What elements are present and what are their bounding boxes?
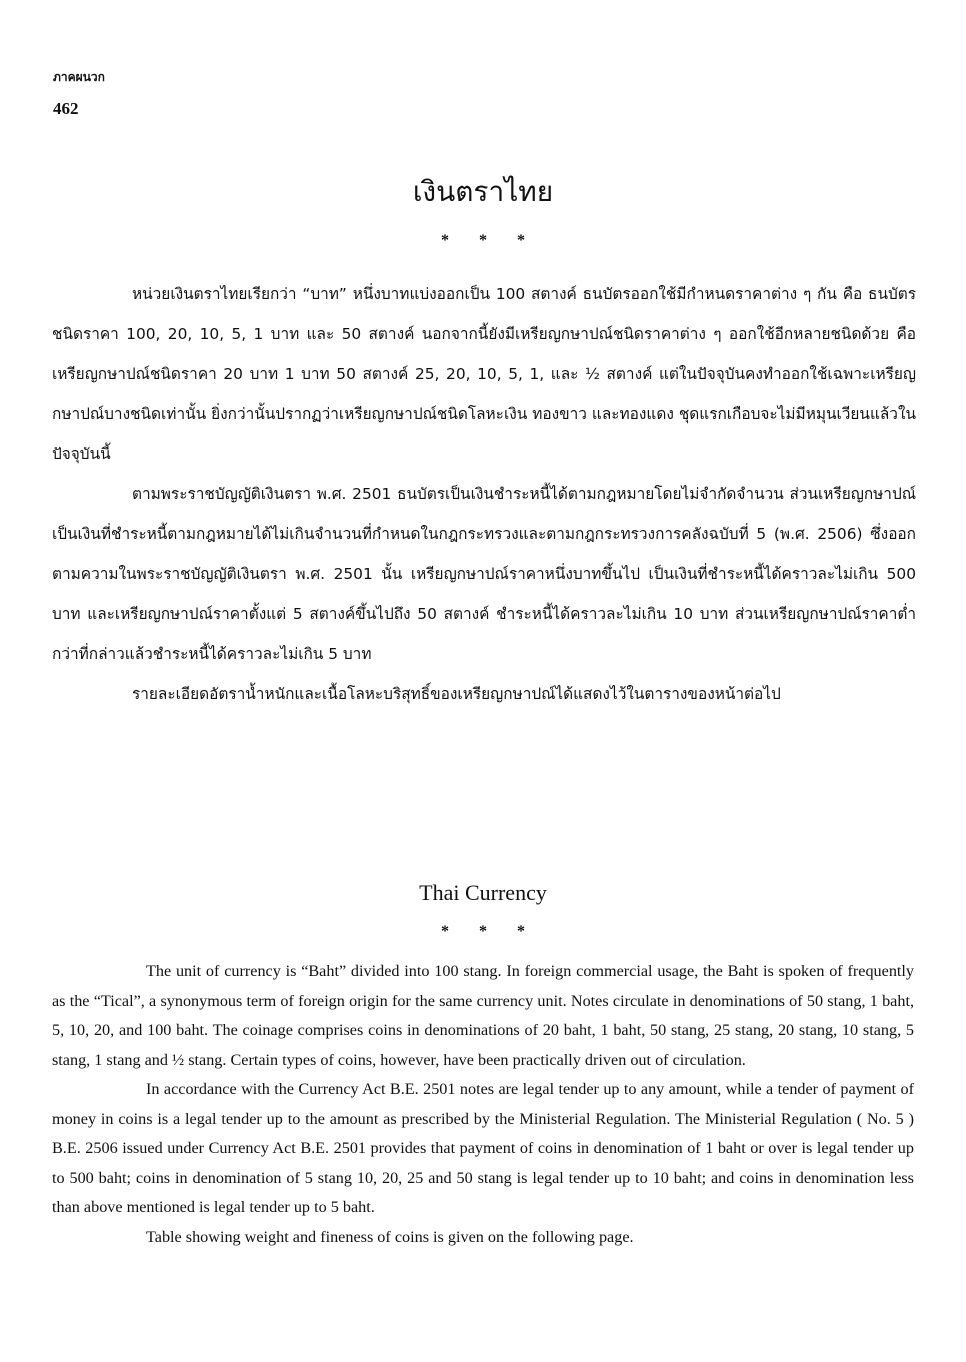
thai-title: เงินตราไทย — [412, 175, 554, 208]
english-paragraph: The unit of currency is “Baht” divided into 100 stang. In foreign commercial usage, the Baht is spoken of frequently as the “Tical”, a synonymous term of foreign origin for the same currency unit. Notes circulate in denominations of 50 stang, 1 baht, 5, 10, 20, and 100 baht. The coinage comprises coins in denominations of 20 baht, 1 baht, 50 stang, 25 stang, 20 stang, 10 stang, 5 stang, 1 stang and ½ stang. Certain types of coins, however, have been practically driven out of circulation. — [52, 962, 914, 1069]
section-header: ภาคผนวก — [53, 70, 105, 84]
english-title: Thai Currency — [419, 880, 547, 905]
thai-paragraph: หน่วยเงินตราไทยเรียกว่า “บาท” หนึ่งบาทแบ่งออกเป็น 100 สตางค์ ธนบัตรออกใช้มีกำหนดราคาต่าง ๆ กัน คือ ธนบัตรชนิดราคา 100, 20, 10, 5, 1 บาท และ 50 สตางค์ นอกจากนี้ยังมีเหรียญกษาปณ์ชนิดราคาต่าง ๆ ออกใช้อีกหลายชนิดด้วย คือ เหรียญกษาปณ์ชนิดราคา 20 บาท 1 บาท 50 สตางค์ 25, 20, 10, 5, 1, และ ½ สตางค์ แต่ในปัจจุบันคงทำออกใช้เฉพาะเหรียญกษาปณ์บางชนิดเท่านั้น ยิ่งกว่านั้นปรากฏว่าเหรียญกษาปณ์ชนิดโลหะเงิน ทองขาว และทองแดง ชุดแรกเกือบจะไม่มีหมุนเวียนแล้วในปัจจุบันนี้ — [52, 285, 916, 463]
english-separator-stars: * * * — [441, 923, 525, 940]
thai-body — [52, 274, 916, 714]
thai-paragraph: รายละเอียดอัตราน้ำหนักและเนื้อโลหะบริสุทธิ์ของเหรียญกษาปณ์ได้แสดงไว้ในตารางของหน้าต่อไป — [132, 685, 781, 703]
page-number: 462 — [53, 99, 79, 118]
english-paragraph: In accordance with the Currency Act B.E. 2501 notes are legal tender up to any amount, while a tender of payment of money in coins is a legal tender up to the amount as prescribed by the Ministerial Regulation. The Ministerial Regulation ( No. 5 ) B.E. 2506 issued under Currency Act B.E. 2501 provides that payment of coins in denomination of 1 baht or over is legal tender up to 500 baht; coins in denomination of 5 stang 10, 20, 25 and 50 stang is legal tender up to 10 baht; and coins in denomination less than above mentioned is legal tender up to 5 baht. — [52, 1080, 914, 1216]
thai-separator-stars: * * * — [441, 232, 525, 249]
english-body — [52, 957, 914, 1252]
english-paragraph: Table showing weight and fineness of coins is given on the following page. — [146, 1227, 634, 1246]
thai-paragraph: ตามพระราชบัญญัติเงินตรา พ.ศ. 2501 ธนบัตรเป็นเงินชำระหนี้ได้ตามกฎหมายโดยไม่จำกัดจำนวน ส่วนเหรียญกษาปณ์เป็นเงินที่ชำระหนี้ตามกฎหมายได้ไม่เกินจำนวนที่กำหนดในกฎกระทรวงและตามกฎกระทรวงการคลังฉบับที่ 5 (พ.ศ. 2506) ซึ่งออกตามความในพระราชบัญญัติเงินตรา พ.ศ. 2501 นั้น เหรียญกษาปณ์ราคาหนึ่งบาทขึ้นไป เป็นเงินที่ชำระหนี้ได้คราวละไม่เกิน 500 บาท และเหรียญกษาปณ์ราคาตั้งแต่ 5 สตางค์ขึ้นไปถึง 50 สตางค์ ชำระหนี้ได้คราวละไม่เกิน 10 บาท ส่วนเหรียญกษาปณ์ราคาต่ำกว่าที่กล่าวแล้วชำระหนี้ได้คราวละไม่เกิน 5 บาท — [52, 485, 916, 663]
